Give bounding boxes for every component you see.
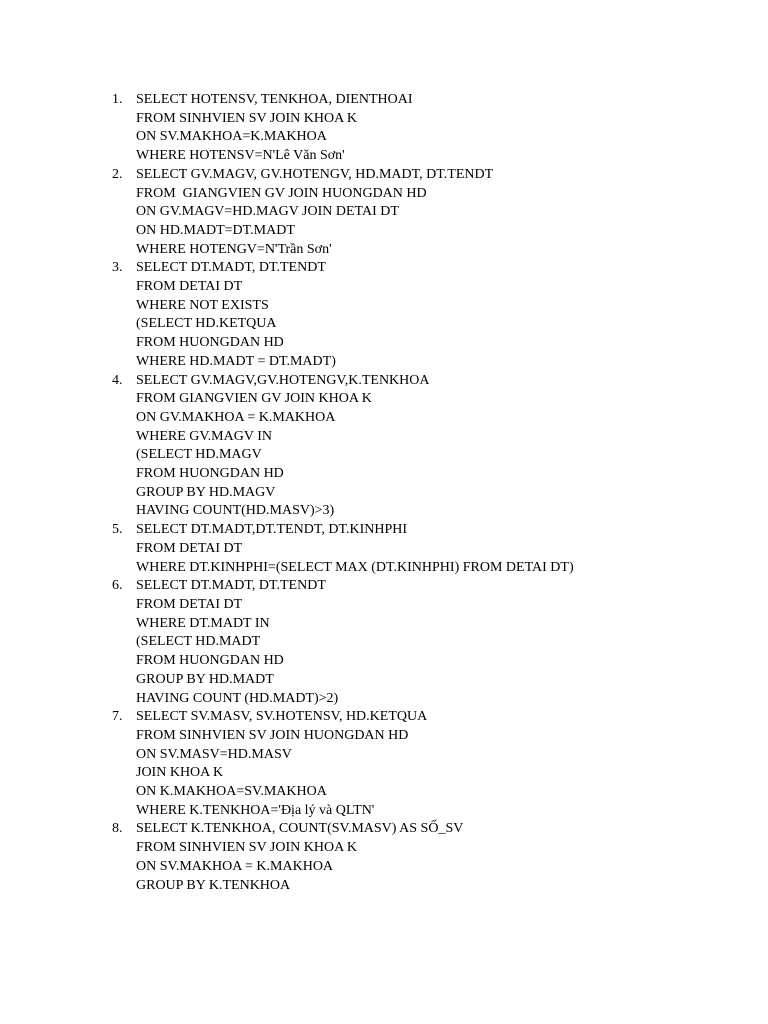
query-number: 3. <box>112 260 123 276</box>
sql-line: SELECT DT.MADT,DT.TENDT, DT.KINHPHI <box>136 522 408 538</box>
sql-line: (SELECT HD.KETQUA <box>136 316 277 332</box>
sql-line: SELECT DT.MADT, DT.TENDT <box>136 260 326 276</box>
sql-line: (SELECT HD.MADT <box>136 634 261 650</box>
sql-line: GROUP BY HD.MADT <box>136 671 274 687</box>
query-number: 5. <box>112 522 123 538</box>
sql-line: FROM SINHVIEN SV JOIN HUONGDAN HD <box>136 727 409 743</box>
query-item-5 <box>112 521 732 577</box>
sql-line: FROM DETAI DT <box>136 596 243 612</box>
sql-line: SELECT GV.MAGV,GV.HOTENGV,K.TENKHOA <box>136 372 430 388</box>
query-item-6 <box>112 577 732 708</box>
sql-line: SELECT HOTENSV, TENKHOA, DIENTHOAI <box>136 92 413 107</box>
sql-line: SELECT K.TENKHOA, COUNT(SV.MASV) AS SỐ_SV <box>136 821 464 837</box>
query-item-4 <box>112 372 732 522</box>
sql-line: WHERE DT.KINHPHI=(SELECT MAX (DT.KINHPHI) FROM DETAI DT) <box>136 559 574 575</box>
sql-line: WHERE HOTENGV=N'Trần Sơn' <box>136 241 332 257</box>
query-item-8 <box>112 820 732 895</box>
sql-line: (SELECT HD.MAGV <box>136 447 262 463</box>
sql-line: ON GV.MAKHOA = K.MAKHOA <box>136 409 336 425</box>
sql-line: ON K.MAKHOA=SV.MAKHOA <box>136 784 327 800</box>
sql-line: HAVING COUNT(HD.MASV)>3) <box>136 503 335 519</box>
sql-line: FROM GIANGVIEN GV JOIN HUONGDAN HD <box>136 185 427 201</box>
sql-line: GROUP BY HD.MAGV <box>136 484 276 500</box>
sql-line: HAVING COUNT (HD.MADT)>2) <box>136 690 339 706</box>
sql-line: FROM SINHVIEN SV JOIN KHOA K <box>136 110 358 126</box>
query-number: 6. <box>112 578 123 594</box>
sql-line: GROUP BY K.TENKHOA <box>136 877 291 893</box>
sql-line: WHERE HD.MADT = DT.MADT) <box>136 353 336 369</box>
sql-line: FROM HUONGDAN HD <box>136 466 284 482</box>
sql-line: FROM DETAI DT <box>136 279 243 295</box>
query-number: 7. <box>112 709 123 725</box>
sql-line: SELECT GV.MAGV, GV.HOTENGV, HD.MADT, DT.TENDT <box>136 166 494 182</box>
sql-line: ON GV.MAGV=HD.MAGV JOIN DETAI DT <box>136 204 399 220</box>
sql-line: ON SV.MAKHOA = K.MAKHOA <box>136 858 334 874</box>
sql-line: SELECT DT.MADT, DT.TENDT <box>136 578 326 594</box>
query-number: 2. <box>112 166 123 182</box>
query-item-7 <box>112 708 732 820</box>
query-number: 1. <box>112 92 123 107</box>
sql-line: FROM DETAI DT <box>136 540 243 556</box>
sql-line: FROM HUONGDAN HD <box>136 335 284 351</box>
sql-line: FROM HUONGDAN HD <box>136 653 284 669</box>
sql-line: ON SV.MAKHOA=K.MAKHOA <box>136 129 327 145</box>
sql-line: WHERE HOTENSV=N'Lê Văn Sơn' <box>136 148 345 164</box>
query-list <box>112 91 732 895</box>
sql-line: ON SV.MASV=HD.MASV <box>136 746 292 762</box>
sql-line: FROM SINHVIEN SV JOIN KHOA K <box>136 840 358 856</box>
sql-line: FROM GIANGVIEN GV JOIN KHOA K <box>136 391 372 407</box>
sql-line: WHERE GV.MAGV IN <box>136 428 272 444</box>
query-number: 8. <box>112 821 123 837</box>
sql-line: WHERE DT.MADT IN <box>136 615 270 631</box>
query-number: 4. <box>112 372 123 388</box>
sql-line: WHERE K.TENKHOA='Địa lý và QLTN' <box>136 802 375 818</box>
sql-line: JOIN KHOA K <box>136 765 224 781</box>
query-item-3 <box>112 259 732 371</box>
sql-line: ON HD.MADT=DT.MADT <box>136 222 295 238</box>
sql-line: WHERE NOT EXISTS <box>136 297 269 313</box>
sql-line: SELECT SV.MASV, SV.HOTENSV, HD.KETQUA <box>136 709 428 725</box>
query-item-2 <box>112 166 732 260</box>
query-item-1 <box>112 91 732 166</box>
